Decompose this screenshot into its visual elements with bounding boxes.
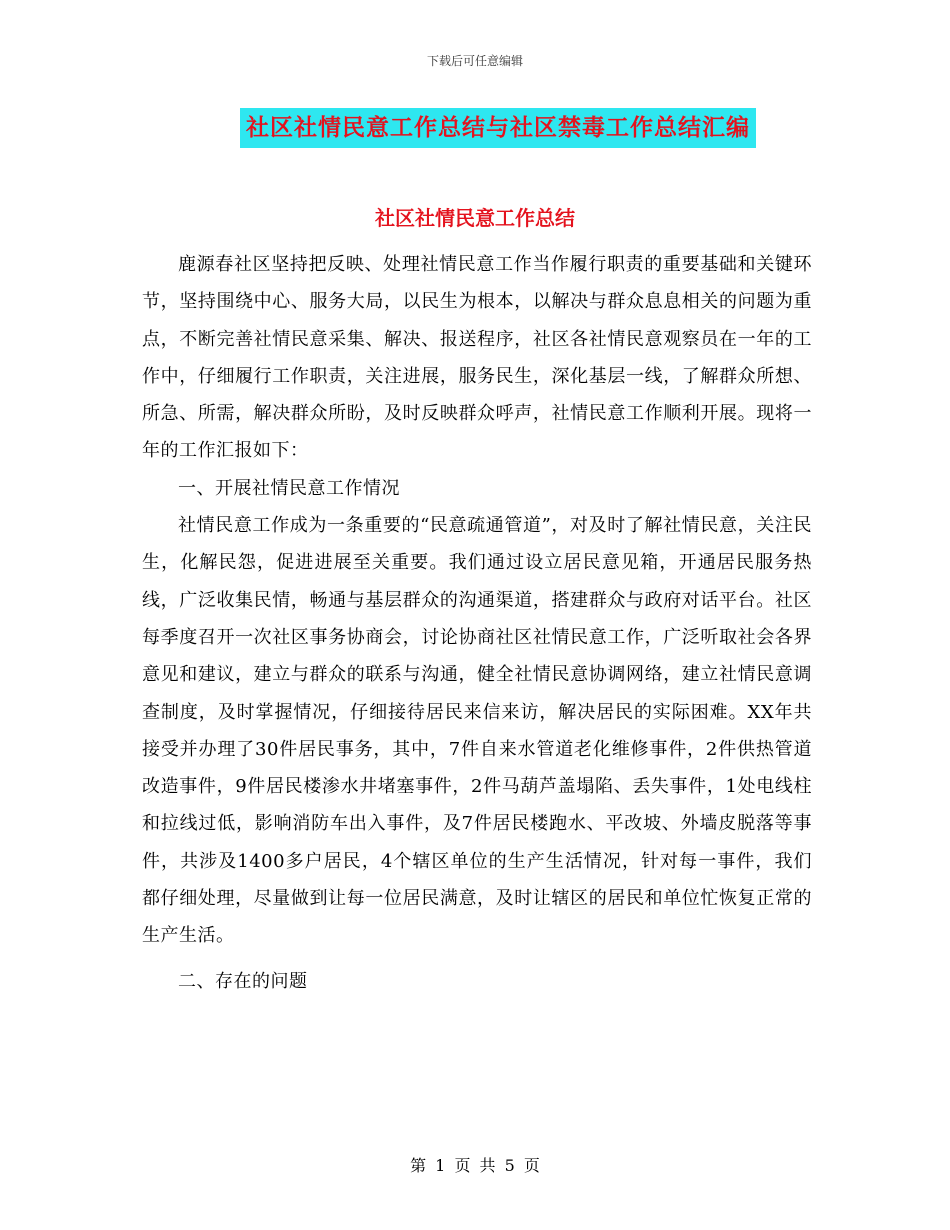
paragraph-intro: 鹿源春社区坚持把反映、处理社情民意工作当作履行职责的重要基础和关键环节，坚持围绕中心、服务大局，以民生为根本，以解决与群众息息相关的问题为重点，不断完善社情民意采集、解决、报送程序，社区各社情民意观察员在一年的工作中，仔细履行工作职责，关注进展，服务民生，深化基层一线，了解群众所想、所急、所需，解决群众所盼，及时反映群众呼声，社情民意工作顺利开展。现将一年的工作汇报如下： — [142, 254, 812, 462]
heading-existing-problems: 二、存在的问题 — [178, 970, 308, 992]
heading-work-situation: 一、开展社情民意工作情况 — [178, 477, 400, 499]
section-title: 社区社情民意工作总结 — [375, 206, 575, 230]
document-title: 社区社情民意工作总结与社区禁毒工作总结汇编 — [240, 108, 756, 148]
document-title-wrapper — [0, 108, 950, 148]
header-note: 下载后可任意编辑 — [426, 54, 523, 68]
paragraph-work-details: 社情民意工作成为一条重要的“民意疏通管道”，对及时了解社情民意，关注民生，化解民怨，促进进展至关重要。我们通过设立居民意见箱，开通居民服务热线，广泛收集民情，畅通与基层群众的沟通渠道，搭建群众与政府对话平台。社区每季度召开一次社区事务协商会，讨论协商社区社情民意工作，广泛听取社会各界意见和建议，建立与群众的联系与沟通，健全社情民意协调网络，建立社情民意调查制度，及时掌握情况，仔细接待居民来信来访，解决居民的实际困难。XX年共接受并办理了30件居民事务，其中，7件自来水管道老化维修事件，2件供热管道改造事件，9件居民楼渗水井堵塞事件，2件马葫芦盖塌陷、丢失事件，1处电线柱和拉线过低，影响消防车出入事件，及7件居民楼跑水、平改坡、外墙皮脱落等事件，共涉及1400多户居民，4个辖区单位的生产生活情况，针对每一事件，我们都仔细处理，尽量做到让每一位居民满意，及时让辖区的居民和单位忙恢复正常的生产生活。 — [142, 515, 812, 947]
page-number: 第 1 页 共 5 页 — [410, 1156, 540, 1175]
document-body — [142, 246, 812, 1000]
